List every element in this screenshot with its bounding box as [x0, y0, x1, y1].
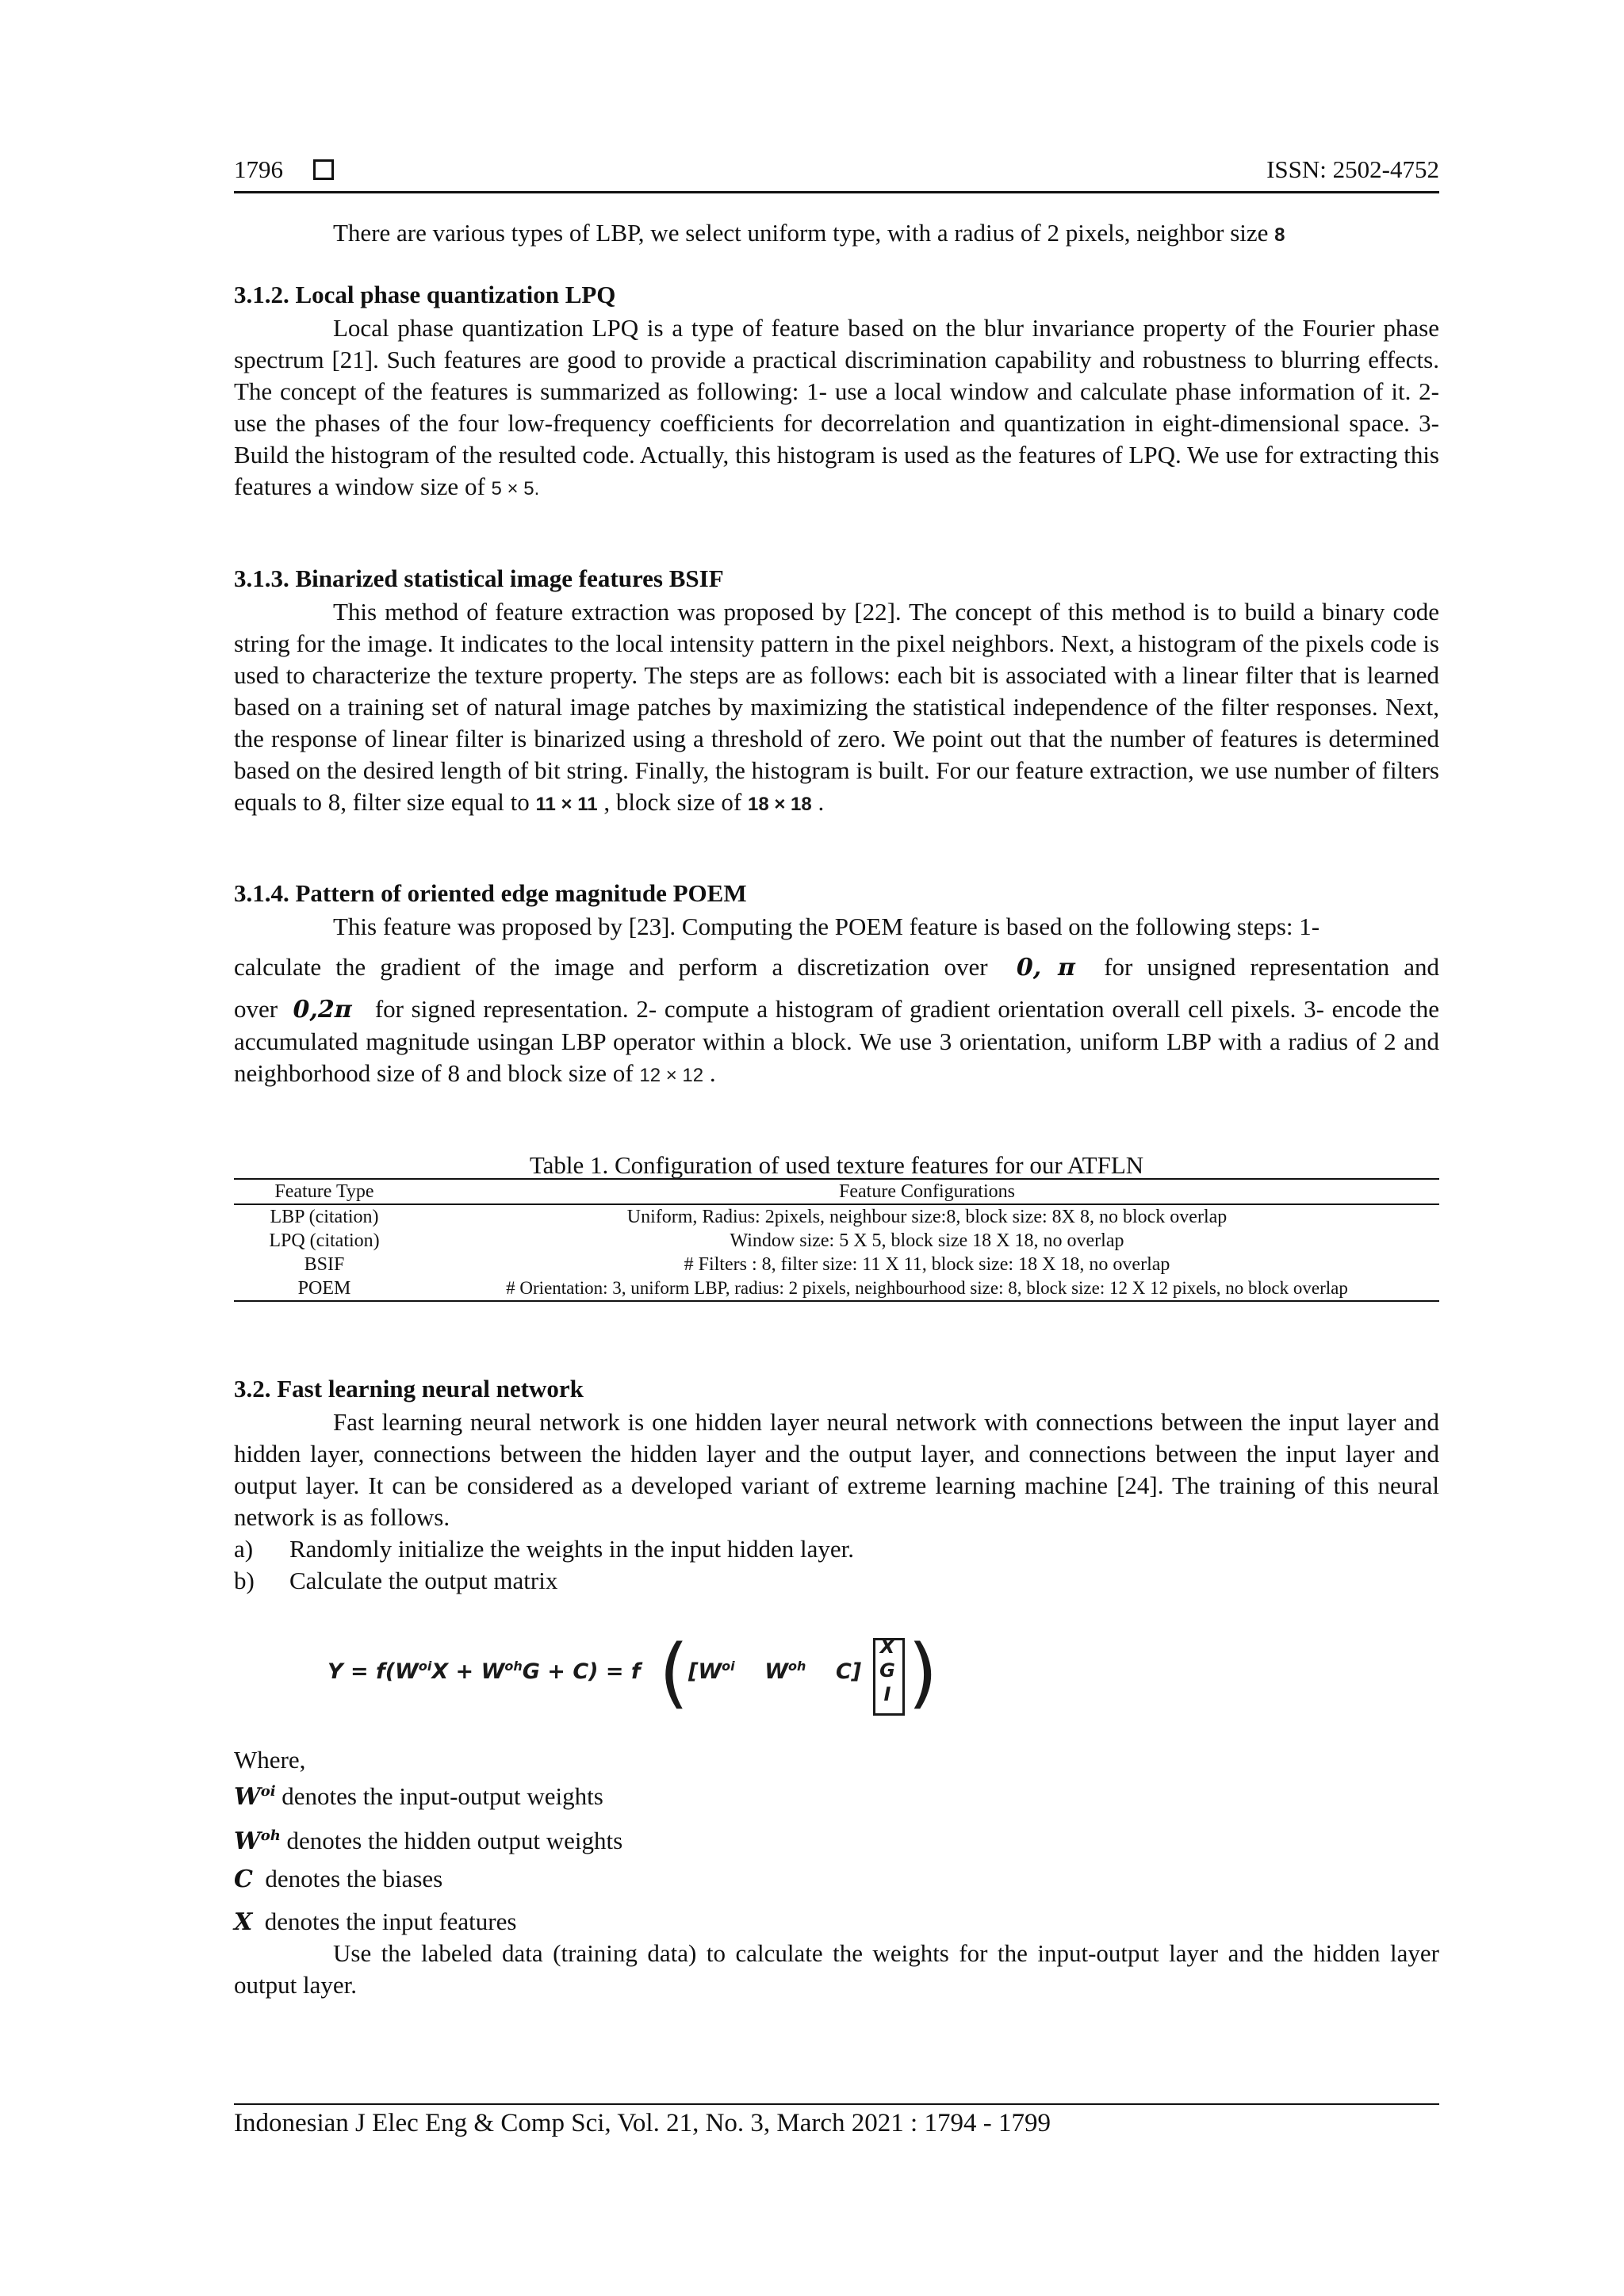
lpq-paragraph: Local phase quantization LPQ is a type of feature based on the blur invariance property of the Fourier phase spectrum [21]. Such features are good to provide a practical discrimination capability and robustness to blurring effects. The concept of the features is summarized as following: 1- use a local window and calculate phase information of it. 2- use the phases of the four low-frequency coefficients for decorrelation and quantization in eight-dimensional space. 3- Build the histogram of the resulted code. Actually, this histogram is used as the features of LPQ. We use for extracting this features a window size of 5 × 5. [234, 312, 1439, 505]
section-heading-lpq: 3.1.2. Local phase quantization LPQ [234, 281, 616, 308]
matrix-right-bracket [885, 1638, 905, 1716]
table-cell: Window size: 5 X 5, block size 18 X 18, no overlap [730, 1230, 1124, 1251]
column-vector: X G I [879, 1636, 895, 1705]
list-marker: b) [234, 1567, 255, 1594]
table-cell: Uniform, Radius: 2pixels, neighbour size:8, block size: 8X 8, no block overlap [626, 1207, 1228, 1227]
output-matrix-equation [327, 1628, 1120, 1722]
table-row [234, 1204, 1439, 1229]
section-heading-bsif: 3.1.3. Binarized statistical image features BSIF [234, 564, 724, 592]
table-cell: # Orientation: 3, uniform LBP, radius: 2 pixels, neighbourhood size: 8, block size: 12 X 12 pixels, no block overlap [506, 1278, 1348, 1298]
symbol-w-oi: $W^{oi}$ [234, 1783, 276, 1811]
page-header [234, 155, 1439, 195]
list-item [234, 1565, 558, 1597]
math-block-size: 18 × 18 [747, 794, 812, 815]
bsif-paragraph: This method of feature extraction was proposed by [22]. The concept of this method is to build a binary code string for the image. It indicates to the local intensity pattern in the pixel neighbors. Next, a histogram of the pixels code is used to characterize the texture property. The steps are as follows: each bit is associated with a linear filter that is learned based on a training set of natural image patches by maximizing the statistical independence of the filter responses. Next, the response of linear filter is binarized using a threshold of zero. We point out that the number of features is determined based on the desired length of bit string. Finally, the histogram is built. For our feature extraction, we use number of filters equals to 8, filter size equal to 11 × 11 , block size of 18 × 18 . [234, 598, 1439, 816]
table-rule-bottom [234, 1300, 1439, 1302]
math-zero-two-pi: 0,2π [293, 996, 352, 1024]
equation-row-vector: [$W^{oi}$ $W^{oh}$ C] [688, 1659, 862, 1684]
table-cell: POEM [297, 1278, 351, 1299]
poem-line-2: calculate the gradient of the image and perform a discretization over 0, π for unsigned representation and [234, 953, 1440, 982]
math-window-size: 5 × 5. [491, 478, 540, 499]
symbol-c: C [234, 1866, 253, 1893]
config-table [234, 1180, 1439, 1300]
where-label: Where, [234, 1746, 306, 1774]
math-neighbor-size: 8 [1274, 224, 1285, 246]
page-number: 1796 [234, 155, 283, 183]
definition-row: X denotes the input features [234, 1908, 517, 1936]
list-item [234, 1533, 855, 1565]
table-header-row [234, 1180, 1439, 1204]
closing-paragraph: Use the labeled data (training data) to calculate the weights for the input-output layer and the hidden layer output layer. [234, 1939, 1439, 1999]
table-row [234, 1229, 1439, 1253]
issn: ISSN: 2502-4752 [1266, 155, 1439, 183]
fln-paragraph: Fast learning neural network is one hidden layer neural network with connections between the input layer and hidden layer, connections between the hidden layer and the output layer, and connections between the input layer and output layer. It can be considered as a developed variant of extreme learning machine [24]. The training of this neural network is as follows. [234, 1408, 1439, 1531]
table-header-cell: Feature Type [234, 1180, 415, 1204]
right-paren: ) [908, 1628, 938, 1717]
footer-citation: Indonesian J Elec Eng & Comp Sci, Vol. 21, No. 3, March 2021 : 1794 - 1799 [234, 2109, 1051, 2137]
table-caption: Table 1. Configuration of used texture features for our ATFLN [529, 1151, 1144, 1179]
table-cell: LBP (citation) [270, 1207, 379, 1227]
table-header-cell: Feature Configurations [415, 1180, 1439, 1204]
table-cell: LPQ (citation) [269, 1230, 380, 1251]
math-poem-block-size: 12 × 12 [639, 1065, 704, 1086]
section-heading-fln: 3.2. Fast learning neural network [234, 1375, 584, 1402]
table-cell: BSIF [304, 1254, 345, 1275]
lbp-tail-paragraph: There are various types of LBP, we select uniform type, with a radius of 2 pixels, neighbor size 8 [333, 219, 1285, 247]
section-heading-poem: 3.1.4. Pattern of oriented edge magnitude POEM [234, 879, 747, 907]
list-marker: a) [234, 1535, 254, 1563]
left-paren: ( [659, 1628, 689, 1717]
symbol-x: X [234, 1908, 253, 1936]
poem-paragraph-rest: over 0,2π for signed representation. 2- compute a histogram of gradient orientation overall cell pixels. 3- encode the accumulated magnitude usingan LBP operator within a block. We use 3 orientation, uniform LBP with a radius of 2 and neighborhood size of 8 and block size of 12 × 12 . [234, 995, 1440, 1087]
math-filter-size: 11 × 11 [535, 794, 598, 815]
table-cell: # Filters : 8, filter size: 11 X 11, block size: 18 X 18, no overlap [684, 1254, 1170, 1275]
poem-line-1: This feature was proposed by [23]. Computing the POEM feature is based on the following steps: 1- [333, 913, 1320, 940]
footer-rule [234, 2103, 1439, 2105]
header-rule [234, 191, 1439, 193]
square-bullet-icon [313, 159, 334, 180]
definition-row: C denotes the biases [234, 1865, 443, 1893]
table-row [234, 1253, 1439, 1276]
definition-row: $W^{oh}$ denotes the hidden output weights [234, 1827, 623, 1855]
table-row [234, 1276, 1439, 1300]
list-item-text: Randomly initialize the weights in the input hidden layer. [289, 1535, 855, 1563]
list-item-text: Calculate the output matrix [289, 1567, 558, 1594]
definition-row: $W^{oi}$ denotes the input-output weights [234, 1782, 603, 1811]
math-zero-pi: 0, π [1016, 954, 1075, 982]
equation-lhs: $Y = f(W^{oi}X + W^{oh}G + C) = f$ [327, 1659, 641, 1684]
paper-page [234, 0, 1439, 2296]
symbol-w-oh: $W^{oh}$ [234, 1827, 281, 1855]
